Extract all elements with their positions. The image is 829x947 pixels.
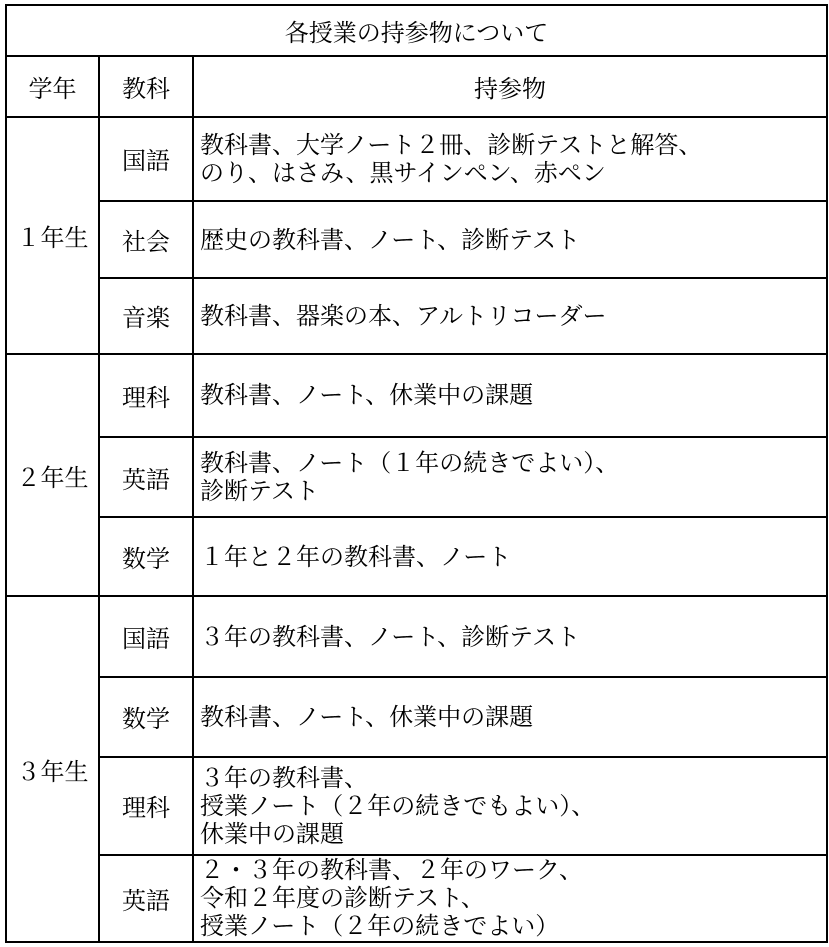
items-line: 教科書、ノート、休業中の課題 bbox=[200, 702, 534, 731]
items-line: 教科書、ノート、休業中の課題 bbox=[200, 381, 534, 410]
subject-cell: 英語 bbox=[99, 855, 193, 942]
table-row bbox=[6, 757, 827, 855]
items-line: ３年の教科書、 bbox=[200, 763, 368, 792]
items-cell bbox=[193, 757, 827, 855]
header-row bbox=[6, 56, 827, 117]
items-line: ３年の教科書、ノート、診断テスト bbox=[200, 622, 581, 651]
grade-cell: １年生 bbox=[6, 117, 99, 354]
table-row bbox=[6, 855, 827, 942]
items-line: １年と２年の教科書、ノート bbox=[200, 542, 512, 571]
items-line: ２・３年の教科書、２年のワーク、 bbox=[200, 856, 584, 885]
header-grade: 学年 bbox=[6, 56, 99, 117]
table-row bbox=[6, 201, 827, 278]
items-line: 授業ノート（２年の続きでもよい）、 bbox=[200, 791, 596, 820]
items-line: のり、はさみ、黒サインペン、赤ペン bbox=[200, 158, 606, 187]
table-row bbox=[6, 354, 827, 437]
items-line: 休業中の課題 bbox=[200, 819, 344, 848]
table-row bbox=[6, 117, 827, 201]
subject-cell: 理科 bbox=[99, 757, 193, 855]
items-cell bbox=[193, 354, 827, 437]
items-cell bbox=[193, 201, 827, 278]
subject-cell: 英語 bbox=[99, 437, 193, 517]
items-cell bbox=[193, 677, 827, 757]
subject-cell: 国語 bbox=[99, 596, 193, 676]
subject-cell: 社会 bbox=[99, 201, 193, 278]
subject-cell: 数学 bbox=[99, 517, 193, 596]
items-cell bbox=[193, 117, 827, 201]
items-line: 令和２年度の診断テスト、 bbox=[200, 884, 485, 913]
items-line: 教科書、ノート（１年の続きでよい）、 bbox=[200, 449, 620, 478]
items-cell bbox=[193, 278, 827, 353]
header-subject: 教科 bbox=[99, 56, 193, 117]
grade-cell: ３年生 bbox=[6, 596, 99, 942]
items-cell bbox=[193, 437, 827, 517]
items-line: 教科書、器楽の本、アルトリコーダー bbox=[200, 301, 607, 330]
header-items: 持参物 bbox=[193, 56, 827, 117]
subject-cell: 理科 bbox=[99, 354, 193, 437]
items-line: 教科書、大学ノート２冊、診断テストと解答、 bbox=[200, 130, 703, 159]
items-cell bbox=[193, 596, 827, 676]
subject-cell: 国語 bbox=[99, 117, 193, 201]
subject-cell: 音楽 bbox=[99, 278, 193, 353]
title-row bbox=[6, 5, 827, 56]
table-row bbox=[6, 437, 827, 517]
table-row bbox=[6, 596, 827, 676]
grade-cell: ２年生 bbox=[6, 354, 99, 597]
items-line: 授業ノート（２年の続きでよい） bbox=[200, 912, 560, 941]
table-row bbox=[6, 278, 827, 353]
table-row bbox=[6, 517, 827, 596]
table-title: 各授業の持参物について bbox=[6, 5, 827, 56]
supplies-table bbox=[5, 4, 828, 943]
items-cell bbox=[193, 855, 827, 942]
items-line: 診断テスト bbox=[200, 477, 320, 506]
items-cell bbox=[193, 517, 827, 596]
subject-cell: 数学 bbox=[99, 677, 193, 757]
table-row bbox=[6, 677, 827, 757]
items-line: 歴史の教科書、ノート、診断テスト bbox=[200, 225, 581, 254]
